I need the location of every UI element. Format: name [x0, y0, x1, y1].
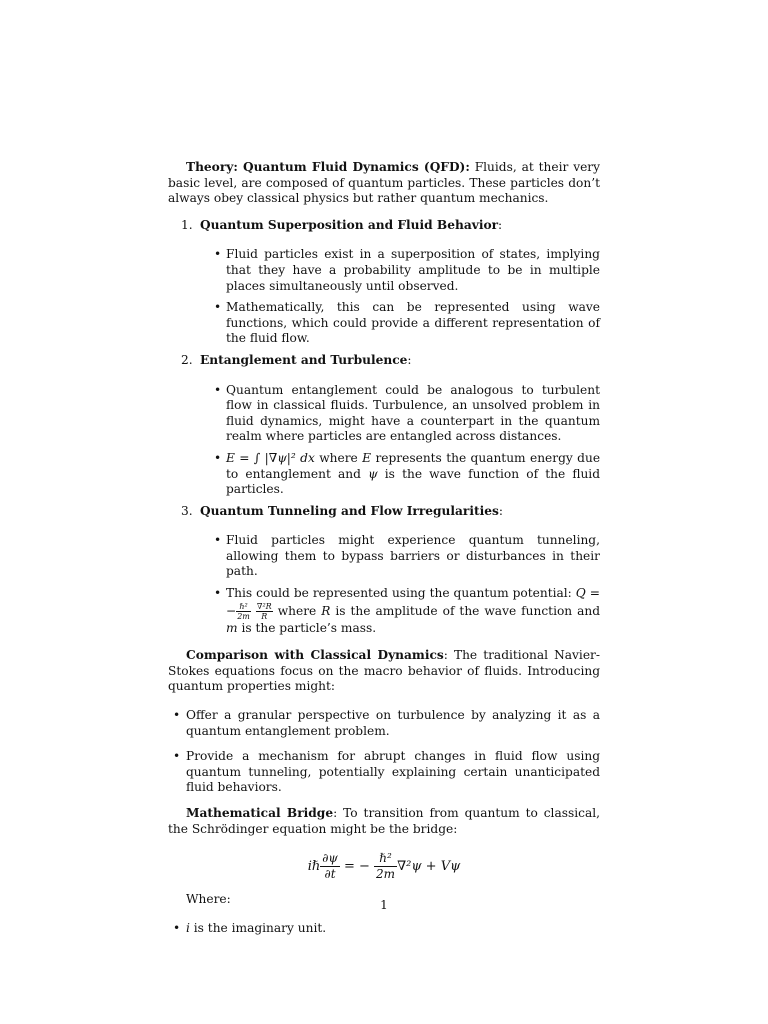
- bridge-paragraph: Mathematical Bridge: To transition from quantum to classical, the Schrödinger equation might be the bridge:: [168, 806, 600, 836]
- fraction-hbar: $\frac{\text{ℏ²}}{2m}$: [237, 601, 250, 621]
- bullet-icon: •: [214, 247, 222, 262]
- comparison-bullets: [168, 708, 600, 796]
- section-2-title: Entanglement and Turbulence: [200, 352, 408, 367]
- bullet-icon: •: [214, 450, 222, 465]
- list-item: • Offer a granular perspective on turbulence by analyzing it as a quantum entanglement problem.: [173, 708, 600, 738]
- bullet-icon: •: [214, 382, 222, 397]
- bullet-icon: •: [173, 920, 181, 935]
- section-1-bullets: [200, 247, 600, 347]
- comparison-paragraph: Comparison with Classical Dynamics: The traditional Navier-Stokes equations focus on the macro behavior of fluids. Introducing quantum properties might:: [168, 648, 600, 694]
- bridge-text: To transition from quantum to classical, the Schrödinger equation might be the bridge:: [168, 806, 600, 836]
- list-item: • Quantum entanglement could be analogous to turbulent flow in classical fluids. Turbulence, an unsolved problem in fluid dynamics, might have a counterpart in the quantum realm where particles are entangled across distances.: [214, 382, 600, 444]
- page-number: 1: [380, 898, 388, 912]
- where-list: [168, 921, 600, 937]
- section-1: [168, 218, 600, 347]
- section-3-title: Quantum Tunneling and Flow Irregularities: [200, 503, 499, 518]
- comparison-text: The traditional Navier-Stokes equations focus on the macro behavior of fluids. Introducing quantum properties might:: [168, 648, 600, 694]
- list-item: • i is the imaginary unit.: [173, 920, 327, 935]
- fraction-partial: $\frac{\partial\psi}{\partial t}$: [322, 851, 338, 882]
- intro-text: Fluids, at their very basic level, are composed of quantum particles. These particles don’t always obey classical physics but rather quantum mechanics.: [168, 160, 601, 206]
- fraction-hbar-2m: $\frac{\text{ℏ²}}{2m}$: [376, 851, 396, 882]
- bullet-icon: •: [173, 749, 181, 764]
- bullet-icon: •: [173, 708, 181, 723]
- section-3-bullets: [200, 533, 600, 636]
- section-3-title-line: Quantum Tunneling and Flow Irregularities:: [200, 503, 503, 518]
- list-item: • Mathematically, this can be represented using wave functions, which could provide a different representation of the fluid flow.: [214, 300, 600, 346]
- section-1-title-line: Quantum Superposition and Fluid Behavior:: [200, 217, 503, 232]
- potential-lhs: Q = −: [226, 586, 600, 618]
- list-item-energy: • E = ∫ |∇ψ|² dx where E represents the quantum energy due to entanglement and ψ is the wave function of the fluid particles.: [214, 450, 601, 497]
- intro-heading: Theory: Quantum Fluid Dynamics (QFD): [186, 160, 466, 174]
- section-3: [168, 504, 600, 637]
- where-label: Where:: [186, 892, 231, 907]
- section-2-bullets: [200, 383, 600, 498]
- section-1-title: Quantum Superposition and Fluid Behavior: [200, 217, 498, 232]
- section-1-number: 1.: [181, 217, 193, 232]
- section-2-title-line: Entanglement and Turbulence:: [200, 352, 412, 367]
- list-item: • Fluid particles exist in a superposition of states, implying that they have a probability amplitude to be in multiple places simultaneously until observed.: [214, 247, 600, 293]
- fraction-laplacian: $\frac{\text{∇²R}}{R}$: [256, 601, 272, 621]
- schrodinger-equation: iℏ $\frac{\partial\psi}{\partial t}$ = − $\frac{\text{ℏ²}}{2m}$ ∇²ψ + Vψ: [307, 851, 461, 882]
- list-item: • Provide a mechanism for abrupt changes in fluid flow using quantum tunneling, potentially explaining certain unanticipated fluid behaviors.: [173, 749, 600, 795]
- bridge-heading: Mathematical Bridge: [186, 806, 334, 820]
- section-3-number: 3.: [181, 503, 193, 518]
- bullet-icon: •: [214, 586, 222, 601]
- comparison-heading: Comparison with Classical Dynamics: [186, 648, 444, 663]
- section-2: [168, 353, 600, 498]
- list-item-potential: • This could be represented using the quantum potential: Q = − $\frac{\text{ℏ²}}{2m}$ $\frac{\text{∇²R}}{R}$ where R is the amplitude of the wave function and m is the particle’s mass.: [214, 586, 601, 635]
- energy-formula: E = ∫ |∇ψ|² dx: [226, 450, 315, 465]
- section-2-number: 2.: [181, 352, 193, 367]
- list-item: • Fluid particles might experience quantum tunneling, allowing them to bypass barriers or disturbances in their path.: [214, 533, 600, 579]
- bullet-icon: •: [214, 533, 222, 548]
- paper-page: [168, 160, 600, 946]
- intro-paragraph: Theory: Quantum Fluid Dynamics (QFD): Fluids, at their very basic level, are composed of quantum particles. These particles don’t always obey classical physics but rather quantum mechanics.: [168, 160, 601, 206]
- bullet-icon: •: [214, 300, 222, 315]
